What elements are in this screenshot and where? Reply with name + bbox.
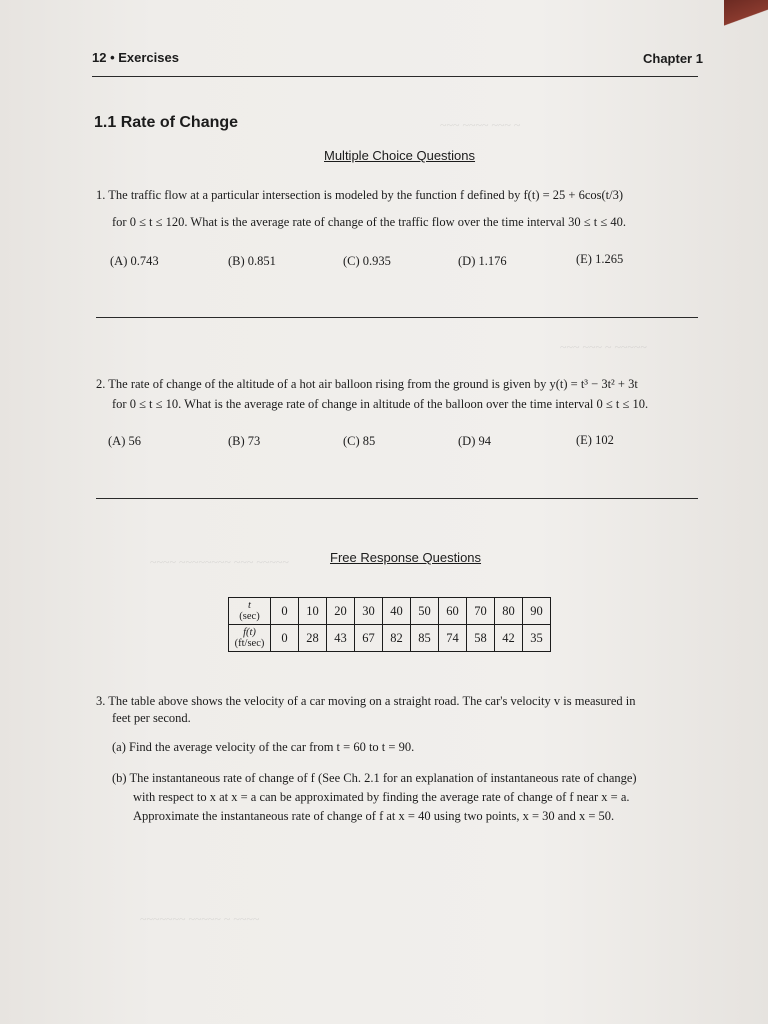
table-cell: 67	[355, 625, 383, 652]
table-cell: 80	[495, 598, 523, 625]
bleed-through-text: ~~~ ~~~ ~ ~~~~~	[560, 340, 647, 354]
table-cell: 58	[467, 625, 495, 652]
q2-option-c: (C) 85	[343, 434, 376, 448]
table-cell: 30	[355, 598, 383, 625]
bleed-through-text: ~~~~~~~ ~~~~~ ~ ~~~~	[140, 912, 260, 926]
q3-part-b-line1: (b) The instantaneous rate of change of f (See Ch. 2.1 for an explanation of instantaneous rate of change)	[112, 771, 637, 785]
table-cell: 0	[271, 625, 299, 652]
q2-option-d: (D) 94	[458, 434, 491, 448]
table-cell: 90	[523, 598, 551, 625]
section-title: 1.1 Rate of Change	[94, 114, 239, 131]
table-row-time	[229, 598, 551, 625]
velocity-table	[228, 597, 551, 652]
q1-option-e: (E) 1.265	[576, 252, 624, 266]
q2-option-e: (E) 102	[576, 433, 614, 447]
q3-part-b-line3: Approximate the instantaneous rate of change of f at x = 40 using two points, x = 30 and x = 50.	[133, 809, 615, 823]
header-page-label: 12 • Exercises	[92, 50, 179, 65]
table-cell: 10	[299, 598, 327, 625]
multiple-choice-heading: Multiple Choice Questions	[324, 148, 476, 163]
q2-text-line1: 2. The rate of change of the altitude of a hot air balloon rising from the ground is given by y(t) = t³ − 3t² + 3t	[96, 377, 638, 391]
table-cell: 50	[411, 598, 439, 625]
q1-option-a: (A) 0.743	[110, 254, 159, 268]
q1-option-d: (D) 1.176	[458, 254, 507, 268]
q1-text-line2: for 0 ≤ t ≤ 120. What is the average rate of change of the traffic flow over the time interval 30 ≤ t ≤ 40.	[112, 215, 626, 229]
table-cell: 74	[439, 625, 467, 652]
divider-rule	[96, 498, 698, 499]
q1-text-line1: 1. The traffic flow at a particular intersection is modeled by the function f defined by f(t) = 25 + 6cos(t/3)	[96, 188, 624, 202]
table-cell: 85	[411, 625, 439, 652]
table-cell: 42	[495, 625, 523, 652]
bleed-through-text: ~~~~ ~~~~~~~~ ~~~ ~~~~~	[150, 555, 289, 569]
q2-text-line2: for 0 ≤ t ≤ 10. What is the average rate of change in altitude of the balloon over the time interval 0 ≤ t ≤ 10.	[112, 397, 649, 411]
page-corner-edge	[724, 0, 768, 26]
q2-option-b: (B) 73	[228, 434, 261, 448]
q3-part-b-line2: with respect to x at x = a can be approximated by finding the average rate of change of f near x = a.	[133, 790, 630, 804]
q3-part-a: (a) Find the average velocity of the car from t = 60 to t = 90.	[112, 740, 415, 754]
q2-option-a: (A) 56	[108, 434, 141, 448]
free-response-heading: Free Response Questions	[330, 550, 482, 565]
divider-rule	[96, 317, 698, 318]
q1-option-b: (B) 0.851	[228, 254, 276, 268]
q1-option-c: (C) 0.935	[343, 254, 391, 268]
table-cell: 35	[523, 625, 551, 652]
q3-text-line1: 3. The table above shows the velocity of a car moving on a straight road. The car's velocity v is measured in	[96, 694, 636, 708]
table-row-velocity	[229, 625, 551, 652]
table-row-header-time: t (sec)	[229, 598, 271, 625]
bleed-through-text: ~~~ ~~~~ ~~~ ~	[440, 118, 521, 132]
q3-text-line2: feet per second.	[112, 711, 191, 725]
table-cell: 28	[299, 625, 327, 652]
header-rule	[92, 76, 698, 77]
table-row-header-velocity: f(t) (ft/sec)	[229, 625, 271, 652]
table-cell: 40	[383, 598, 411, 625]
table-cell: 70	[467, 598, 495, 625]
table-cell: 60	[439, 598, 467, 625]
header-chapter-label: Chapter 1	[643, 51, 703, 66]
table-cell: 43	[327, 625, 355, 652]
table-cell: 20	[327, 598, 355, 625]
table-cell: 82	[383, 625, 411, 652]
table-cell: 0	[271, 598, 299, 625]
